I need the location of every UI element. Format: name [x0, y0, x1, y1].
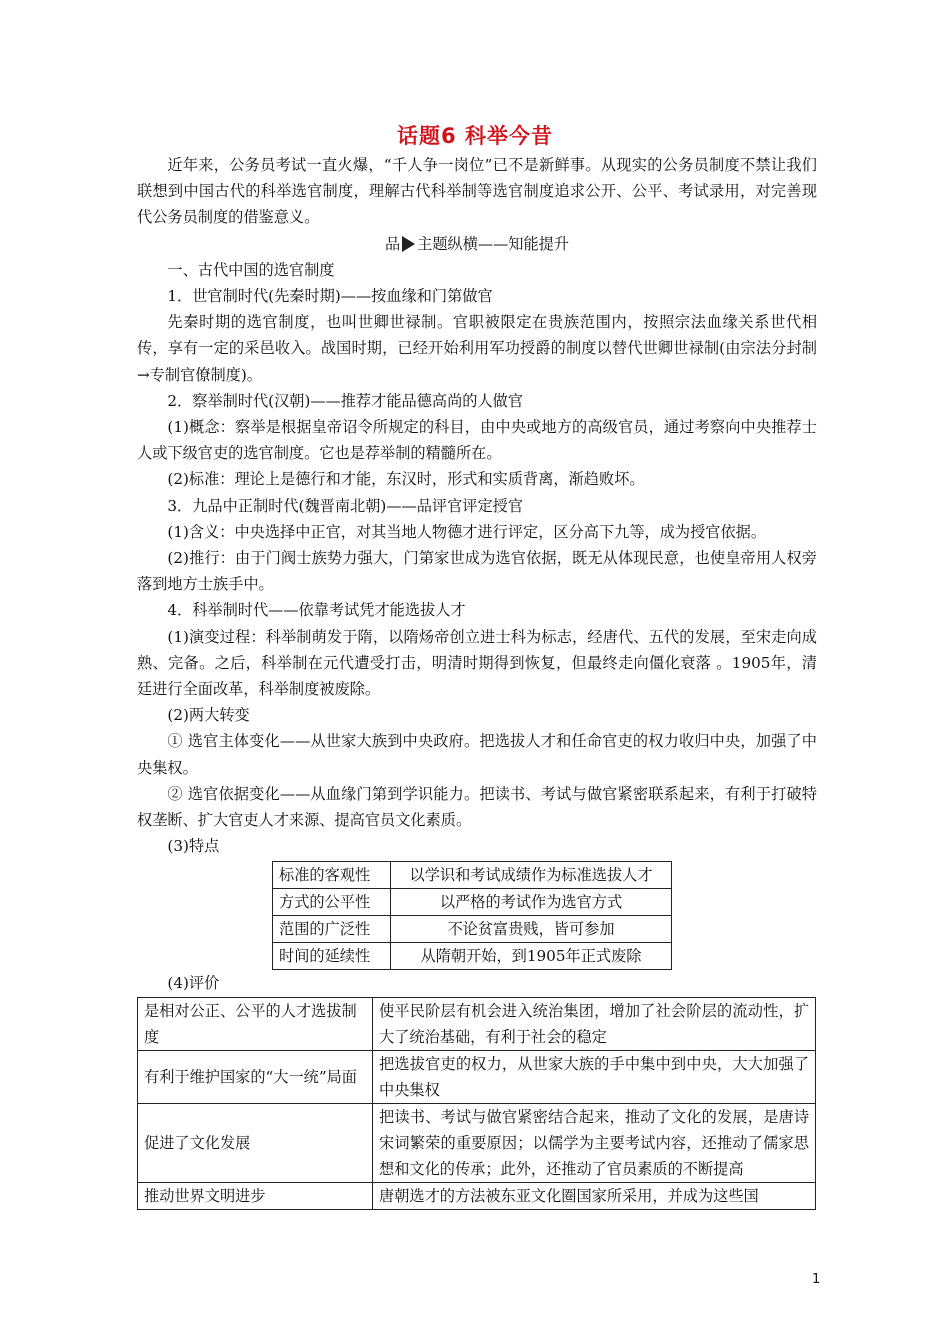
section-4-para-1: (1)演变过程：科举制萌发于隋，以隋炀帝创立进士科为标志，经唐代、五代的发展，至宋走向成熟、完备。之后，科举制在元代遭受打击，明清时期得到恢复，但最终走向僵化衰落 。1905年，清廷进行全面改革，科举制度被废除。: [137, 627, 817, 699]
table-cell: 标准的客观性: [273, 862, 391, 889]
intro-paragraph: 近年来，公务员考试一直火爆，“千人争一岗位”已不是新鲜事。从现实的公务员制度不禁让我们联想到中国古代的科举选官制度，理解古代科举制等选官制度追求公开、公平、考试录用，对完善现代公务员制度的借鉴意义。: [137, 156, 817, 227]
section-banner: [137, 231, 817, 257]
evaluation-table: [137, 997, 816, 1210]
table-cell: 方式的公平性: [273, 889, 391, 916]
section-4-para-2: (2)两大转变: [167, 706, 250, 725]
table-row: [138, 1103, 816, 1182]
table-cell: 把选拔官吏的权力，从世家大族的手中集中到中央，大大加强了中央集权: [373, 1050, 816, 1103]
heading-1: 一、古代中国的选官制度: [167, 260, 335, 279]
section-2-para-2: (2)标准：理论上是德行和才能，东汉时，形式和实质背离，渐趋败坏。: [167, 470, 645, 489]
section-4-para-4: (4)评价: [167, 974, 220, 993]
table-cell: 范围的广泛性: [273, 916, 391, 943]
table-cell: 使平民阶层有机会进入统治集团，增加了社会阶层的流动性，扩大了统治基础，有利于社会的稳定: [373, 997, 816, 1050]
document-body: [137, 152, 817, 1210]
table-cell: 以学识和考试成绩作为标准选拔人才: [391, 862, 672, 889]
section-4-para-2a: ① 选官主体变化——从世家大族到中央政府。把选拔人才和任命官吏的权力收归中央，加强了中央集权。: [137, 732, 817, 777]
features-table: [272, 861, 672, 970]
section-4-title: 4．科举制时代——依靠考试凭才能选拔人才: [167, 601, 466, 620]
table-cell: 唐朝选才的方法被东亚文化圈国家所采用，并成为这些国: [373, 1182, 816, 1209]
table-row: [138, 1182, 816, 1209]
section-3-title: 3．九品中正制时代(魏晋南北朝)——品评官评定授官: [167, 496, 524, 515]
table-row: [273, 943, 672, 970]
table-row: [273, 916, 672, 943]
section-3-para-1: (1)含义：中央选择中正官，对其当地人物德才进行评定，区分高下九等，成为授官依据。: [167, 522, 767, 541]
table-cell: 以严格的考试作为选官方式: [391, 889, 672, 916]
table-cell: 从隋朝开始，到1905年正式废除: [391, 943, 672, 970]
page-title: 话题6 科举今昔: [397, 124, 553, 148]
table-row: [138, 997, 816, 1050]
table-cell: 把读书、考试与做官紧密结合起来，推动了文化的发展，是唐诗宋词繁荣的重要原因；以儒学为主要考试内容，还推动了儒家思想和文化的传承；此外，还推动了官员素质的不断提高: [373, 1103, 816, 1182]
table-row: [138, 1050, 816, 1103]
section-banner-left: 品: [384, 234, 401, 253]
table-cell: 促进了文化发展: [138, 1103, 373, 1182]
table-row: [273, 889, 672, 916]
section-banner-right: 主题纵横——知能提升: [417, 234, 570, 253]
table-cell: 有利于维护国家的“大一统”局面: [138, 1050, 373, 1103]
section-4-para-3: (3)特点: [167, 837, 220, 856]
section-3-para-2: (2)推行：由于门阀士族势力强大，门第家世成为选官依据，既无从体现民意，也使皇帝用人权旁落到地方士族手中。: [137, 549, 817, 594]
play-triangle-icon: [402, 236, 415, 252]
section-1-body: 先秦时期的选官制度，也叫世卿世禄制。官职被限定在贵族范围内，按照宗法血缘关系世代相传，享有一定的采邑收入。战国时期，已经开始利用军功授爵的制度以替代世卿世禄制(由宗法分封制→专制官僚制度)。: [137, 313, 817, 384]
section-2-para-1: (1)概念：察举是根据皇帝诏令所规定的科目，由中央或地方的高级官员，通过考察向中央推荐士人或下级官吏的选官制度。它也是荐举制的精髓所在。: [137, 418, 817, 463]
section-2-title: 2．察举制时代(汉朝)——推荐才能品德高尚的人做官: [167, 391, 524, 410]
page-number: 1: [812, 1272, 821, 1287]
table-cell: 不论贫富贵贱，皆可参加: [391, 916, 672, 943]
table-cell: 时间的延续性: [273, 943, 391, 970]
table-row: [273, 862, 672, 889]
section-1-title: 1．世官制时代(先秦时期)——按血缘和门第做官: [167, 287, 493, 306]
table-cell: 是相对公正、公平的人才选拔制度: [138, 997, 373, 1050]
table-cell: 推动世界文明进步: [138, 1182, 373, 1209]
section-4-para-2b: ② 选官依据变化——从血缘门第到学识能力。把读书、考试与做官紧密联系起来，有利于打破特权垄断、扩大官吏人才来源、提高官员文化素质。: [137, 784, 817, 830]
